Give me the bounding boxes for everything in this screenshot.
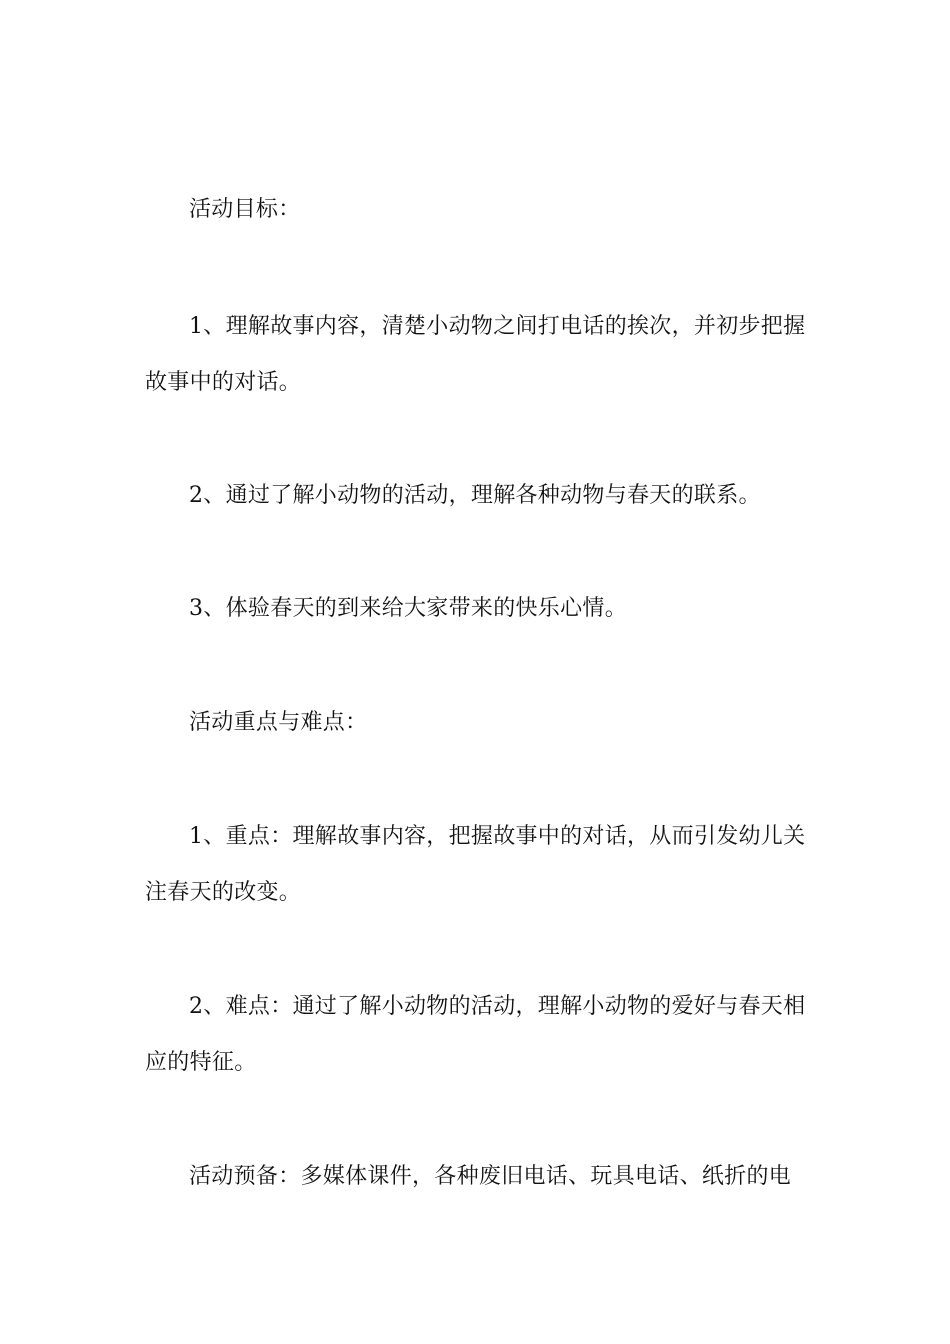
goal-1-line-1: 1、理解故事内容，清楚小动物之间打电话的挨次，并初步把握	[189, 314, 806, 339]
section-heading-key-points: 活动重点与难点：	[189, 710, 368, 735]
key-point-1-line-1: 1、重点：理解故事内容，把握故事中的对话，从而引发幼儿关	[189, 824, 806, 849]
key-point-2-line-1: 2、难点：通过了解小动物的活动，理解小动物的爱好与春天相	[189, 994, 806, 1019]
goal-2: 2、通过了解小动物的活动，理解各种动物与春天的联系。	[189, 483, 761, 508]
key-point-1-line-2: 注春天的改变。	[145, 880, 302, 905]
key-point-2-line-2: 应的特征。	[145, 1050, 257, 1075]
preparation-line-1: 活动预备：多媒体课件，各种废旧电话、玩具电话、纸折的电	[189, 1164, 792, 1189]
section-heading-goals: 活动目标：	[189, 197, 301, 222]
goal-1-line-2: 故事中的对话。	[145, 370, 302, 395]
goal-3: 3、体验春天的到来给大家带来的快乐心情。	[189, 596, 627, 621]
